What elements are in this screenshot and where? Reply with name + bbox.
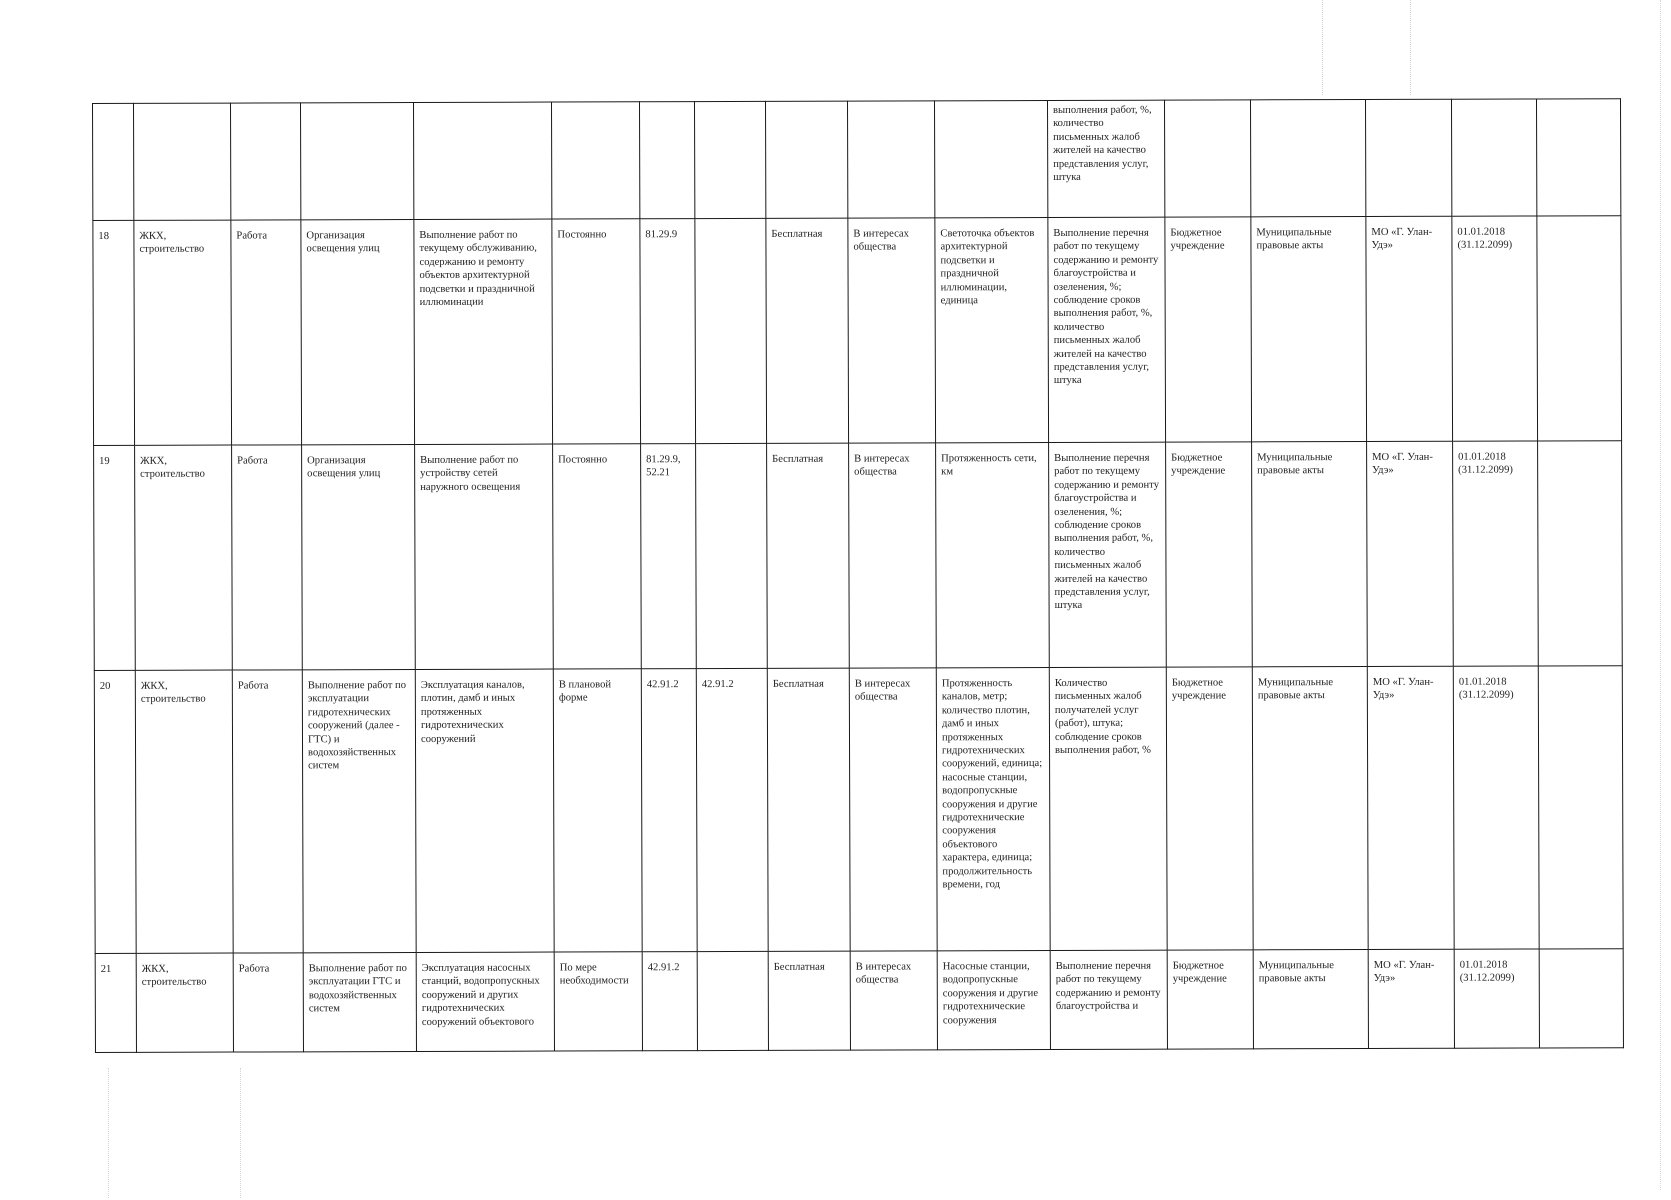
table-row [93, 99, 1621, 221]
cell-extra [1538, 441, 1623, 666]
cell-consumers: В интересах общества [849, 443, 937, 668]
cell-type: Работа [231, 220, 302, 445]
cell-legal-acts: Муниципальные правовые акты [1251, 216, 1367, 441]
cell-condition: Постоянно [553, 444, 642, 669]
cell-okpd [697, 951, 768, 1050]
scan-artifact [240, 1068, 241, 1198]
cell-type: Работа [232, 445, 303, 670]
cell-legal-acts: Муниципальные правовые акты [1252, 441, 1368, 666]
cell-type: Работа [233, 953, 303, 1052]
cell-number: 18 [93, 220, 135, 445]
cell-sphere: ЖКХ, строительство [136, 953, 233, 1052]
cell-okved: 81.29.9 [640, 219, 696, 444]
cell-quality-indicators: Выполнение перечня работ по текущему содержанию и ремонту благоустройства и озеленения, %; соблюдение сроков выполнения работ, %, количество письменных жалоб жителей на качество представления услуг, штука [1049, 442, 1167, 667]
cell-volume-indicators [934, 100, 1047, 217]
cell-founder: МО «Г. Улан-Удэ» [1366, 216, 1453, 441]
cell-condition [551, 102, 639, 219]
cell-okved [639, 102, 694, 219]
cell-consumers: В интересах общества [848, 218, 936, 443]
table-row [95, 949, 1623, 1053]
cell-payment: Бесплатная [767, 668, 850, 951]
cell-volume-indicators: Протяженность сети, км [936, 442, 1050, 667]
cell-legal-acts: Муниципальные правовые акты [1252, 666, 1368, 949]
cell-okved: 42.91.2 [642, 952, 697, 1051]
cell-volume-indicators: Светоточка объектов архитектурной подсветки и праздничной иллюминации, единица [935, 217, 1049, 442]
cell-legal-acts: Муниципальные правовые акты [1253, 949, 1368, 1048]
cell-sphere: ЖКХ, строительство [135, 445, 233, 670]
cell-founder [1365, 99, 1451, 216]
table-row [93, 216, 1622, 446]
cell-extra [1538, 666, 1623, 949]
cell-sphere [134, 103, 231, 220]
cell-content: Выполнение работ по текущему обслуживанию, содержанию и ремонту объектов архитектурной подсветки и праздничной иллюминации [414, 219, 553, 444]
cell-okved: 42.91.2 [641, 669, 697, 952]
cell-founder: МО «Г. Улан-Удэ» [1368, 949, 1454, 1048]
cell-quality-indicators: выполнения работ, %, количество письменных жалоб жителей на качество представления услуг, штука [1047, 100, 1164, 217]
cell-name: Выполнение работ по эксплуатации гидротехнических сооружений (далее - ГТС) и водохозяйственных систем [302, 669, 416, 952]
cell-type [231, 103, 301, 220]
cell-dates [1451, 99, 1536, 216]
cell-okved: 81.29.9, 52.21 [641, 444, 697, 669]
cell-payment [765, 101, 847, 218]
cell-institution-type [1164, 100, 1250, 217]
scan-artifact [108, 1068, 109, 1198]
cell-content: Эксплуатация насосных станций, водопропускных сооружений и других гидротехнических сооружений объектового [416, 952, 554, 1051]
registry-table [92, 98, 1624, 1053]
cell-payment: Бесплатная [767, 443, 850, 668]
cell-quality-indicators: Количество письменных жалоб получателей услуг (работ), штука; соблюдение сроков выполнения работ, % [1049, 667, 1167, 950]
cell-institution-type: Бюджетное учреждение [1166, 442, 1253, 667]
cell-condition: Постоянно [552, 219, 641, 444]
cell-number: 19 [94, 445, 136, 670]
cell-institution-type: Бюджетное учреждение [1166, 667, 1253, 950]
cell-dates: 01.01.2018 (31.12.2099) [1453, 441, 1539, 666]
cell-content: Выполнение работ по устройству сетей наружного освещения [415, 444, 554, 669]
cell-extra [1539, 949, 1623, 1048]
cell-name [301, 102, 414, 219]
cell-sphere: ЖКХ, строительство [134, 220, 232, 445]
table-row [94, 666, 1623, 954]
cell-legal-acts [1250, 99, 1365, 216]
cell-quality-indicators: Выполнение перечня работ по текущему содержанию и ремонту благоустройства и озеленения, %; соблюдение сроков выполнения работ, %, количество письменных жалоб жителей на качество представления услуг, штука [1048, 217, 1166, 442]
cell-content: Эксплуатация каналов, плотин, дамб и иных протяженных гидротехнических сооружений [415, 669, 554, 952]
scan-artifact [1410, 0, 1411, 95]
cell-dates: 01.01.2018 (31.12.2099) [1454, 949, 1539, 1048]
cell-institution-type: Бюджетное учреждение [1165, 217, 1252, 442]
scan-artifact [1322, 0, 1323, 95]
cell-dates: 01.01.2018 (31.12.2099) [1453, 666, 1539, 949]
cell-name: Организация освещения улиц [302, 444, 416, 669]
cell-number: 20 [94, 670, 136, 953]
cell-quality-indicators: Выполнение перечня работ по текущему содержанию и ремонту благоустройства и [1050, 950, 1167, 1049]
cell-condition: По мере необходимости [554, 952, 642, 1051]
cell-condition: В плановой форме [553, 669, 642, 952]
cell-institution-type: Бюджетное учреждение [1167, 950, 1253, 1049]
cell-founder: МО «Г. Улан-Удэ» [1367, 441, 1454, 666]
cell-name: Выполнение работ по эксплуатации ГТС и водохозяйственных систем [303, 952, 416, 1051]
cell-dates: 01.01.2018 (31.12.2099) [1452, 216, 1538, 441]
cell-consumers [847, 101, 934, 218]
cell-name: Организация освещения улиц [301, 219, 415, 444]
cell-okpd: 42.91.2 [696, 668, 768, 951]
cell-type: Работа [232, 670, 303, 953]
table-row [94, 441, 1623, 671]
cell-number [93, 103, 134, 220]
cell-okpd [696, 443, 768, 668]
cell-consumers: В интересах общества [850, 951, 937, 1050]
cell-payment: Бесплатная [766, 218, 849, 443]
cell-payment: Бесплатная [768, 951, 850, 1050]
cell-volume-indicators: Протяженность каналов, метр; количество плотин, дамб и иных протяженных гидротехнических сооружений, единица; насосные станции, водопропускные сооружения и другие гидротехнические сооружения объектового характера, единица; продолжительность времени, год [936, 667, 1050, 950]
scan-artifact [1660, 0, 1661, 1190]
cell-founder: МО «Г. Улан-Удэ» [1367, 666, 1454, 949]
cell-okpd [695, 218, 767, 443]
cell-okpd [694, 101, 765, 218]
cell-content [413, 102, 551, 219]
cell-consumers: В интересах общества [849, 668, 937, 951]
cell-number: 21 [95, 953, 136, 1052]
cell-extra [1536, 99, 1620, 216]
cell-sphere: ЖКХ, строительство [135, 670, 233, 953]
cell-volume-indicators: Насосные станции, водопропускные сооружения и другие гидротехнические сооружения [937, 950, 1050, 1049]
cell-extra [1537, 216, 1622, 441]
